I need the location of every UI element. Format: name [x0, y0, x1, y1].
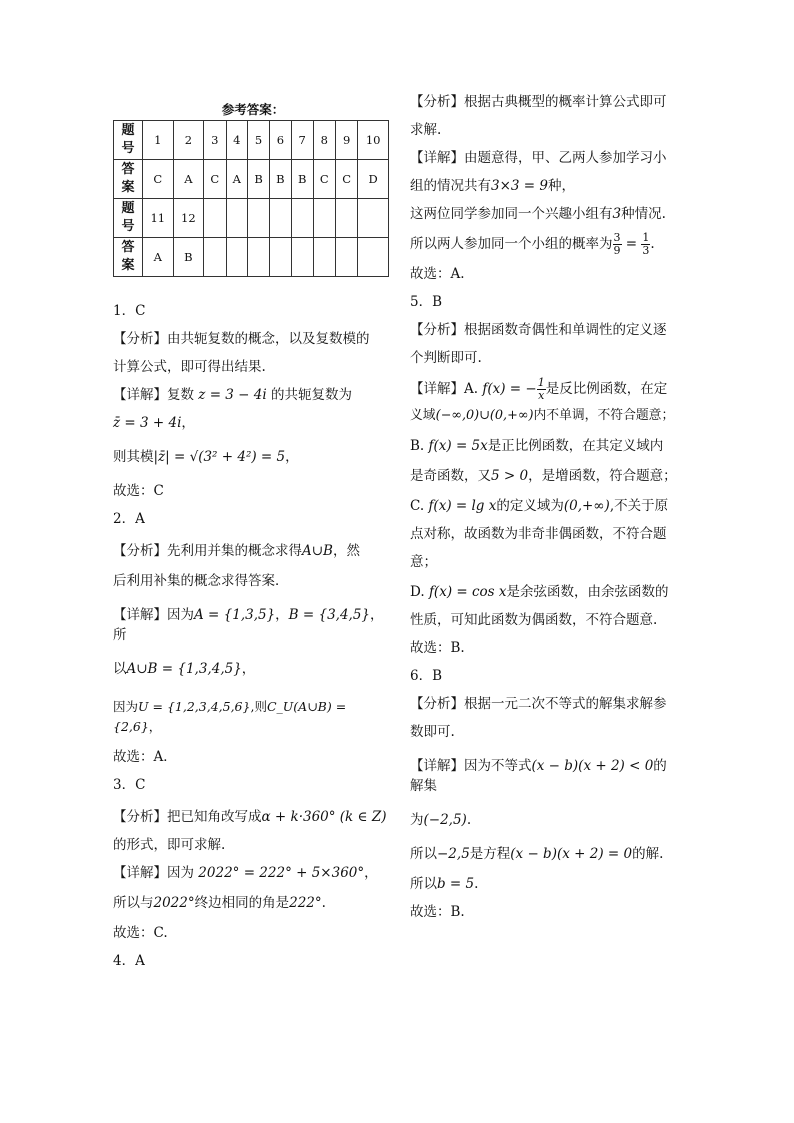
answer-table-row-header: 答 案 — [114, 160, 143, 199]
answer-table-cell: D — [358, 160, 389, 199]
q5-option-c: C. f(x) = lg x的定义域为(0,+∞),不关于原 — [410, 498, 669, 514]
answer-table-cell: 11 — [143, 199, 174, 238]
q4-analysis: 【分析】根据古典概型的概率计算公式即可 — [410, 94, 667, 110]
answer-table-cell: B — [248, 160, 270, 199]
answer-table-cell — [358, 238, 389, 277]
left-column: 参考答案： 题 号 1 2 3 4 5 6 7 8 9 10 答 案 C A C A B B B C C D 题 号 11 12 答 案 A B 1．C 【分析】由共轭复数的概念，以及复数模的 计算公式，即可得出结果. 【详解】复数 z = 3 − 4i 的共轭复数为 z̄ = 3 + 4i， 则其模|z̄| = √(3² + 4²) = 5， 故选：C 2．A 【分析】先利用并集的概念求得A∪B，然 后利用补集的概念求得答案． 【详解】因为A = {1,3,5}，B = {3,4,5}，所 以A∪B = {1,3,4,5}， 因为U = {1,2,3,4,5,6},则C_U(A∪B) = {2,6}， 故选：A． 3．C 【分析】把已知角改写成α + k·360° (k ∈ Z) 的形式，即可求解. 【详解】因为 2022° = 222° + 5×360°， 所以与2022°终边相同的角是222°. 故选：C. 4．A — [113, 92, 393, 971]
q3-number: 3．C — [113, 777, 146, 793]
answer-table-cell: 12 — [173, 199, 204, 238]
answer-table-row-header: 答 案 — [114, 238, 143, 277]
q1-analysis: 【分析】由共轭复数的概念，以及复数模的 — [113, 331, 370, 347]
answer-table-cell: C — [204, 160, 226, 199]
answer-table-cell — [204, 199, 226, 238]
q2-detail: 【详解】因为A = {1,3,5}，B = {3,4,5}，所 — [113, 607, 384, 643]
answer-table-cell: 1 — [143, 121, 174, 160]
answer-table-cell — [335, 238, 357, 277]
answer-table-row-header: 题 号 — [114, 121, 143, 160]
answer-table-cell: 2 — [173, 121, 204, 160]
q5-option-d: D. f(x) = cos x是余弦函数，由余弦函数的 — [410, 584, 669, 600]
q6-choice: 故选：B. — [410, 904, 465, 920]
answer-table-cell — [291, 238, 313, 277]
answer-table-cell: 9 — [335, 121, 357, 160]
answer-table-cell — [358, 199, 389, 238]
answer-table-cell: A — [226, 160, 248, 199]
answer-table-cell: C — [313, 160, 335, 199]
answer-table-cell: A — [173, 160, 204, 199]
answer-table-cell: 6 — [269, 121, 291, 160]
answer-table-cell: B — [291, 160, 313, 199]
answer-table-cell — [335, 199, 357, 238]
answer-table-cell — [269, 199, 291, 238]
answer-table-cell: C — [335, 160, 357, 199]
answer-table-cell — [313, 238, 335, 277]
answer-table-cell — [248, 238, 270, 277]
q2-choice: 故选：A． — [113, 749, 177, 765]
q2-number: 2．A — [113, 511, 145, 527]
q5-choice: 故选：B. — [410, 640, 465, 656]
answer-table-cell — [291, 199, 313, 238]
q1-number: 1．C — [113, 303, 146, 319]
q5-number: 5．B — [410, 294, 443, 310]
answer-table-cell: A — [143, 238, 174, 277]
q5-option-b: B. f(x) = 5x是正比例函数，在其定义域内 — [410, 438, 664, 454]
q1-choice: 故选：C — [113, 483, 164, 499]
q5-option-a: 【详解】A. f(x) = − $\frac{1}{x}$ 是反比例函数，在定 — [410, 376, 668, 402]
answer-table-cell: 8 — [313, 121, 335, 160]
q4-number: 4．A — [113, 953, 145, 969]
answer-table-row — [114, 199, 389, 238]
answer-table — [113, 120, 389, 277]
q1-detail: 【详解】复数 z = 3 − 4i 的共轭复数为 — [113, 387, 352, 403]
answer-table-cell — [313, 199, 335, 238]
q3-choice: 故选：C. — [113, 925, 168, 941]
answer-table-cell — [226, 238, 248, 277]
answer-table-row — [114, 238, 389, 277]
answer-table-cell — [226, 199, 248, 238]
answer-table-row — [114, 160, 389, 199]
answer-table-cell: 4 — [226, 121, 248, 160]
answer-table-title: 参考答案： — [221, 102, 285, 117]
answer-table-cell: 3 — [204, 121, 226, 160]
answer-table-row-header: 题 号 — [114, 199, 143, 238]
q6-analysis: 【分析】根据一元二次不等式的解集求解参 — [410, 696, 667, 712]
answer-table-row — [114, 121, 389, 160]
answer-table-cell — [248, 199, 270, 238]
answer-table-cell — [269, 238, 291, 277]
q5-analysis: 【分析】根据函数奇偶性和单调性的定义逐 — [410, 322, 667, 338]
right-column: 【分析】根据古典概型的概率计算公式即可 求解. 【详解】由题意得，甲、乙两人参加学习小 组的情况共有3×3 = 9种， 这两位同学参加同一个兴趣小组有3种情况. 所以两人参加同一个小组的概率为 $\frac{3}{9}$ = $\frac{1}{3}$ . 故选：A. 5．B 【分析】根据函数奇偶性和单调性的定义逐 个判断即可. 【详解】A. f(x) = − $\frac{1}{x}$ 是反比例函数，在定 义域(−∞,0)∪(0,+∞)内不单调，不符合题意； B. f(x) = 5x是正比例函数，在其定义域内 是奇函数，又5 > 0，是增函数，符合题意； C. f(x) = lg x的定义域为(0,+∞),不关于原 点对称，故函数为非奇非偶函数，不符合题 意； D. f(x) = cos x是余弦函数，由余弦函数的 性质，可知此函数为偶函数，不符合题意. 故选：B. 6．B 【分析】根据一元二次不等式的解集求解参 数即可. 【详解】因为不等式(x − b)(x + 2) < 0的解集 为(−2,5). 所以−2,5是方程(x − b)(x + 2) = 0的解. 所以b = 5. 故选：B. — [410, 94, 677, 920]
answer-table-cell: B — [269, 160, 291, 199]
q4-detail: 【详解】由题意得，甲、乙两人参加学习小 — [410, 150, 667, 166]
q6-detail: 【详解】因为不等式(x − b)(x + 2) < 0的解集 — [410, 758, 667, 794]
q6-number: 6．B — [410, 668, 443, 684]
answer-table-cell — [204, 238, 226, 277]
answer-table-cell: 7 — [291, 121, 313, 160]
q3-detail: 【详解】因为 2022° = 222° + 5×360°， — [113, 865, 378, 881]
answer-table-cell: 5 — [248, 121, 270, 160]
q4-choice: 故选：A. — [410, 266, 465, 282]
answer-table-cell: 10 — [358, 121, 389, 160]
answer-table-cell: B — [173, 238, 204, 277]
q2-analysis: 【分析】先利用并集的概念求得A∪B，然 — [113, 543, 360, 559]
answer-table-cell: C — [143, 160, 174, 199]
q3-analysis: 【分析】把已知角改写成α + k·360° (k ∈ Z) — [113, 809, 387, 825]
